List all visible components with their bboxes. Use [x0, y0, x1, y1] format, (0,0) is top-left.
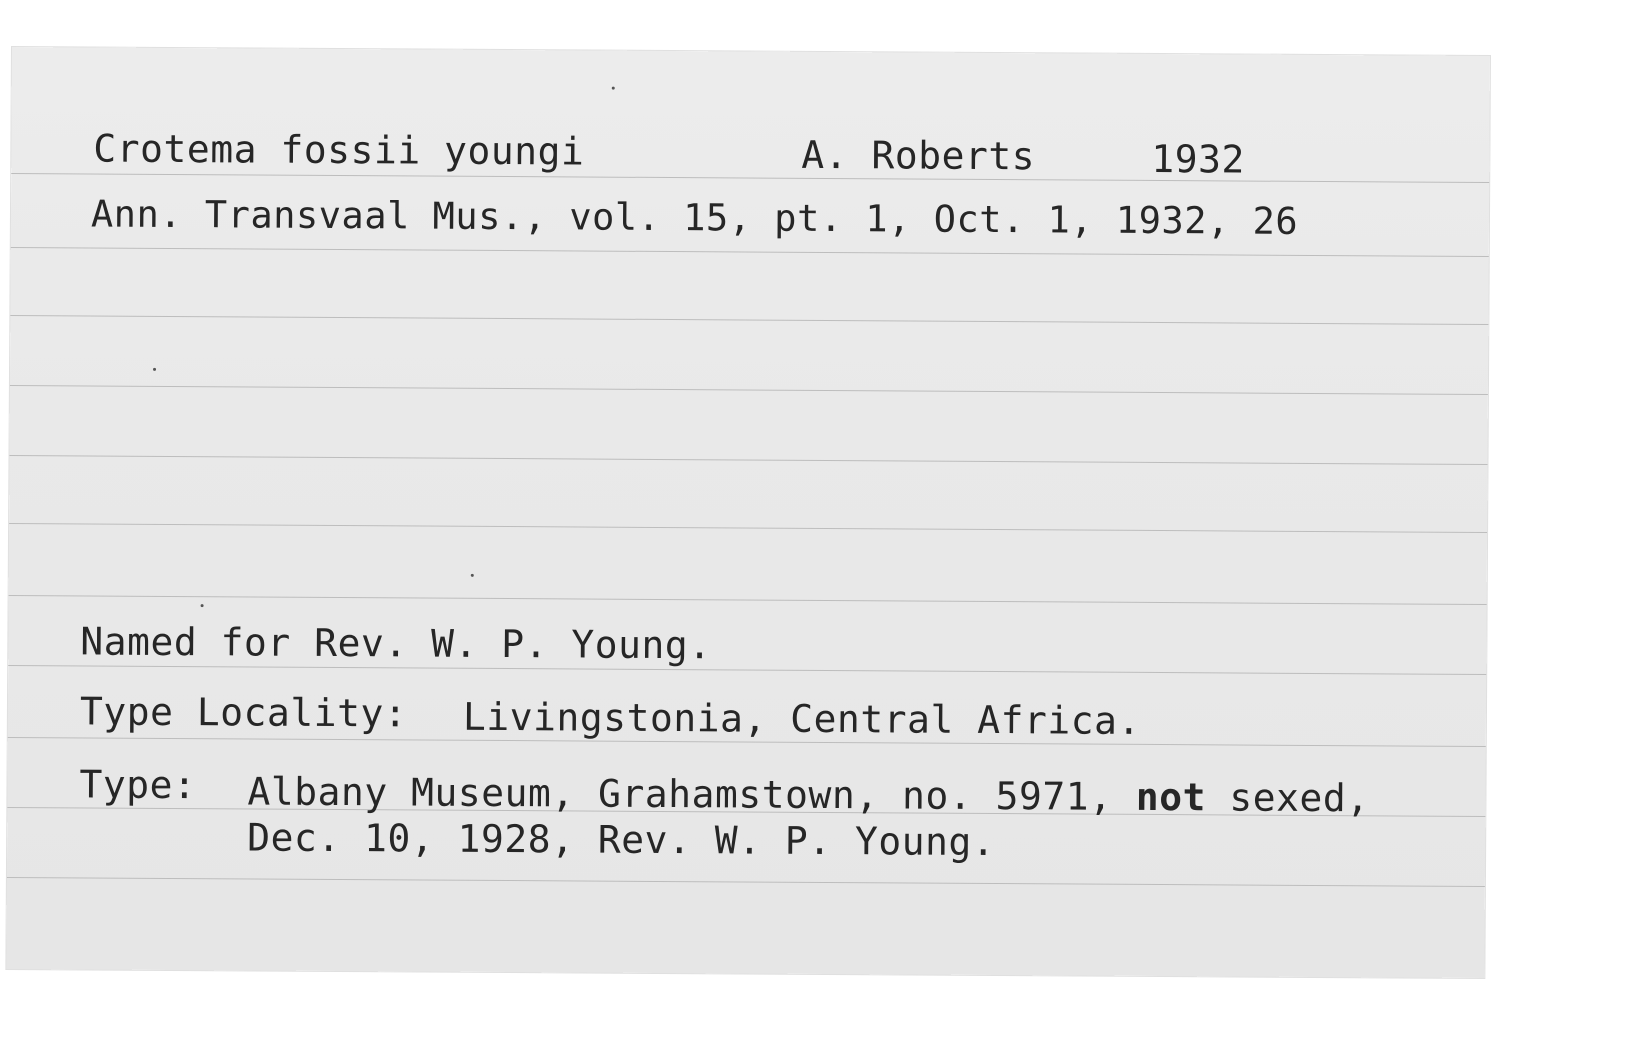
ruled-line	[8, 665, 1486, 675]
type-locality-label: Type Locality:	[79, 689, 408, 736]
type-line-1-tail: sexed,	[1229, 775, 1370, 821]
citation: Ann. Transvaal Mus., vol. 15, pt. 1, Oct. 1, 1932, 26	[90, 192, 1299, 243]
species-year: 1932	[1151, 136, 1245, 182]
ruled-line	[10, 315, 1488, 325]
type-locality-value: Livingstonia, Central Africa.	[462, 694, 1142, 743]
ruled-line	[9, 595, 1487, 605]
ruled-line	[9, 523, 1487, 533]
type-label: Type:	[79, 762, 197, 808]
ruled-line	[7, 877, 1485, 887]
named-for: Named for Rev. W. P. Young.	[80, 619, 712, 668]
type-not-bold: not	[1135, 774, 1207, 820]
ruled-line	[11, 247, 1489, 257]
paper-speck	[471, 574, 474, 577]
species-author: A. Roberts	[801, 132, 1036, 179]
type-line-1	[247, 769, 1370, 821]
type-line-2: Dec. 10, 1928, Rev. W. P. Young.	[247, 815, 996, 865]
type-line-1-text: Albany Museum, Grahamstown, no. 5971,	[247, 769, 1113, 819]
catalog-card	[6, 47, 1490, 978]
paper-speck	[612, 87, 615, 90]
paper-speck	[153, 368, 156, 371]
paper-speck	[201, 604, 204, 607]
species-name: Crotema fossii youngi	[93, 126, 585, 174]
ruled-line	[11, 173, 1489, 183]
ruled-line	[10, 455, 1488, 465]
ruled-line	[10, 385, 1488, 395]
